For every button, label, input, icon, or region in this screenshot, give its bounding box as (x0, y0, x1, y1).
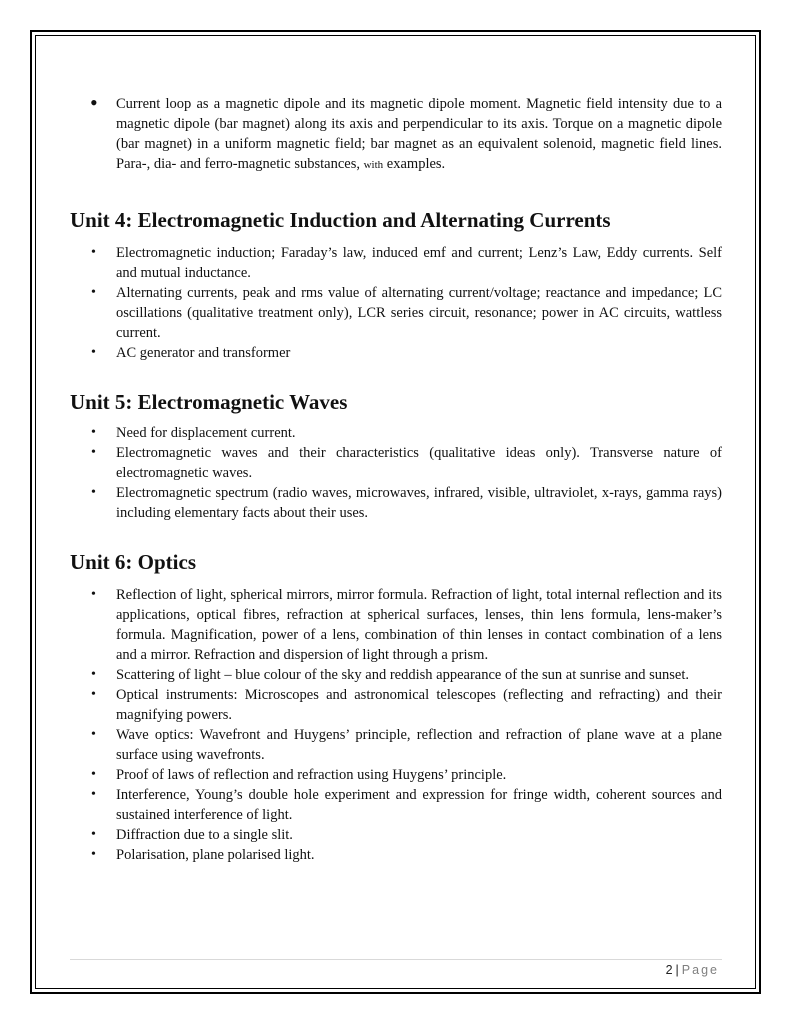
intro-text-end: examples. (383, 156, 446, 172)
list-item: • Need for displacement current. (70, 423, 722, 443)
unit5-heading: Unit 5: Electromagnetic Waves (70, 390, 348, 414)
page-footer (666, 963, 719, 977)
list-item: • Interference, Young’s double hole experiment and expression for fringe width, coherent sources and sustained interference of light. (70, 785, 722, 825)
unit5-list (70, 423, 722, 523)
list-item: • Polarisation, plane polarised light. (70, 845, 722, 865)
list-item: • Wave optics: Wavefront and Huygens’ principle, reflection and refraction of plane wave at a plane surface using wavefronts. (70, 725, 722, 765)
unit4-heading: Unit 4: Electromagnetic Induction and Alternating Currents (70, 208, 611, 232)
page-label: Page (681, 963, 719, 977)
footer-divider (70, 959, 722, 960)
intro-small-word: with (363, 159, 384, 171)
list-item: • Proof of laws of reflection and refraction using Huygens’ principle. (70, 765, 722, 785)
list-item: • Electromagnetic induction; Faraday’s law, induced emf and current; Lenz’s Law, Eddy currents. Self and mutual inductance. (70, 243, 722, 283)
list-item: • Scattering of light – blue colour of the sky and reddish appearance of the sun at sunrise and sunset. (70, 665, 722, 685)
list-item: • Electromagnetic waves and their characteristics (qualitative ideas only). Transverse nature of electromagnetic waves. (70, 443, 722, 483)
unit6-list (70, 585, 722, 865)
unit6-heading: Unit 6: Optics (70, 550, 196, 574)
intro-list (70, 94, 722, 175)
footer-separator: | (675, 963, 679, 977)
list-item: • Diffraction due to a single slit. (70, 825, 722, 845)
list-item: • Optical instruments: Microscopes and astronomical telescopes (reflecting and refracting) and their magnifying powers. (70, 685, 722, 725)
list-item (70, 94, 722, 175)
list-item: • AC generator and transformer (70, 343, 722, 363)
page-number: 2 (665, 963, 673, 977)
list-item: • Alternating currents, peak and rms value of alternating current/voltage; reactance and impedance; LC oscillations (qualitative treatment only), LCR series circuit, resonance; power in AC circuits, wattless current. (70, 283, 722, 343)
list-item: • Reflection of light, spherical mirrors, mirror formula. Refraction of light, total internal reflection and its applications, optical fibres, refraction at spherical surfaces, lenses, thin lens formula, lens-maker’s formula. Magnification, power of a lens, combination of thin lenses in contact combination of a lens and a mirror. Refraction and dispersion of light through a prism. (70, 585, 722, 665)
intro-text: Current loop as a magnetic dipole and its magnetic dipole moment. Magnetic field intensity due to a magnetic dipole (bar magnet) along its axis and perpendicular to its axis. Torque on a magnetic dipole (bar magnet) in a uniform magnetic field; bar magnet as an equivalent solenoid, magnetic field lines. Para-, dia- and ferro-magnetic substances, (116, 96, 722, 172)
unit4-list (70, 243, 722, 363)
list-item: • Electromagnetic spectrum (radio waves, microwaves, infrared, visible, ultraviolet, x-rays, gamma rays) including elementary facts about their uses. (70, 483, 722, 523)
page-content (70, 94, 722, 865)
